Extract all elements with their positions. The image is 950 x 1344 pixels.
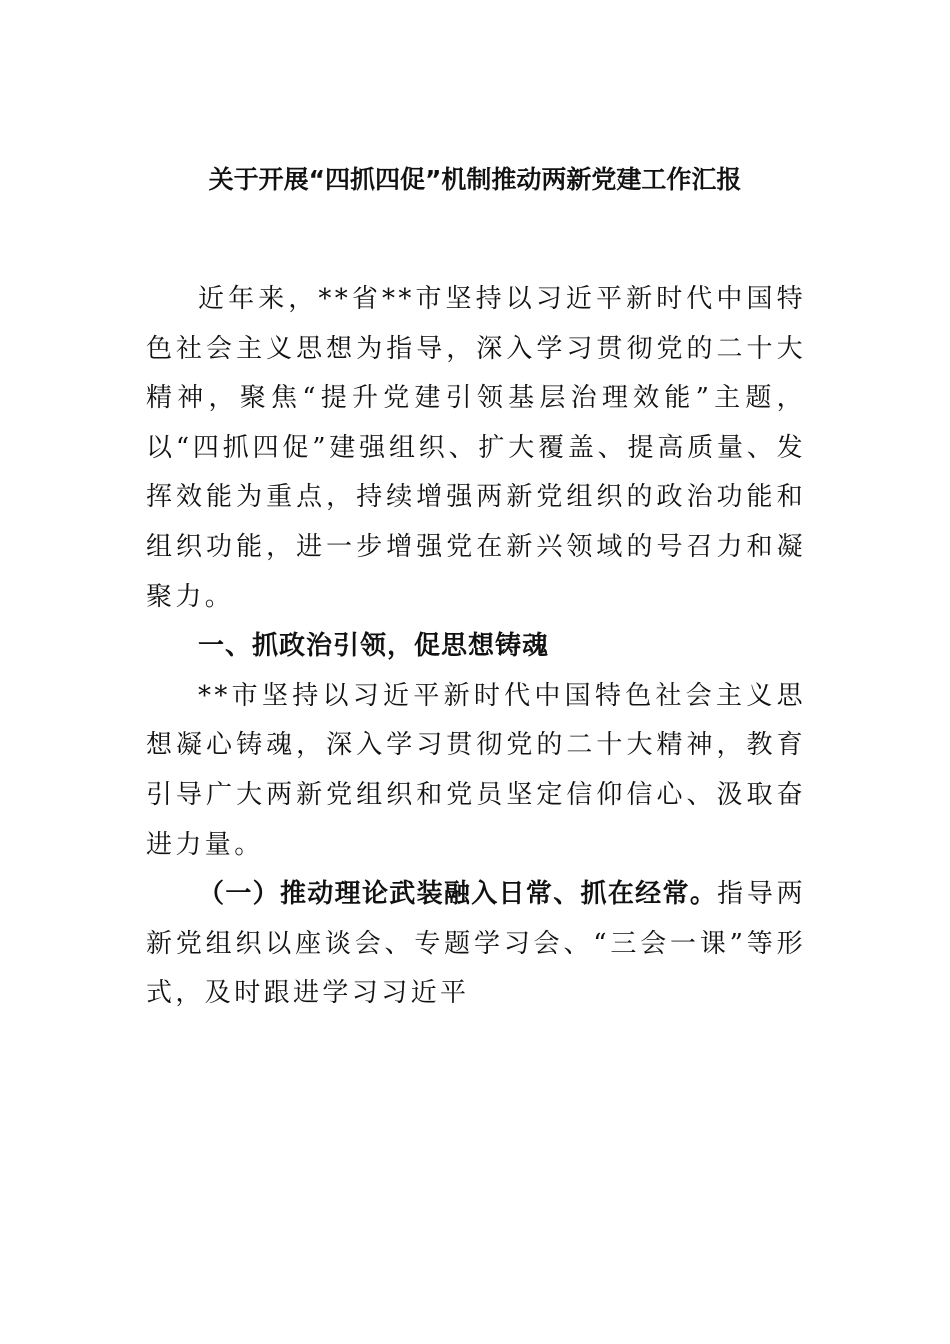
item-lead: （一）推动理论武装融入日常、抓在经常。 bbox=[198, 879, 718, 910]
item-body: 指导两新党组织以座谈会、专题学习会、“三会一课”等形式，及时跟进学习习近平 bbox=[146, 879, 806, 1009]
document-title: 关于开展“四抓四促”机制推动两新党建工作汇报 bbox=[208, 165, 742, 194]
section-heading: 一、抓政治引领，促思想铸魂 bbox=[198, 631, 550, 662]
intro-paragraph: 近年来，**省**市坚持以习近平新时代中国特色社会主义思想为指导，深入学习贯彻党的二十大精神，聚焦“提升党建引领基层治理效能”主题，以“四抓四促”建强组织、扩大覆盖、提高质量、发挥效能为重点，持续增强两新党组织的政治功能和组织功能，进一步增强党在新兴领域的号召力和凝聚力。 bbox=[146, 284, 806, 612]
section-paragraph: **市坚持以习近平新时代中国特色社会主义思想凝心铸魂，深入学习贯彻党的二十大精神，教育引导广大两新党组织和党员坚定信仰信心、汲取奋进力量。 bbox=[146, 680, 806, 860]
item-paragraph bbox=[146, 870, 806, 1019]
document-body bbox=[146, 275, 806, 1019]
